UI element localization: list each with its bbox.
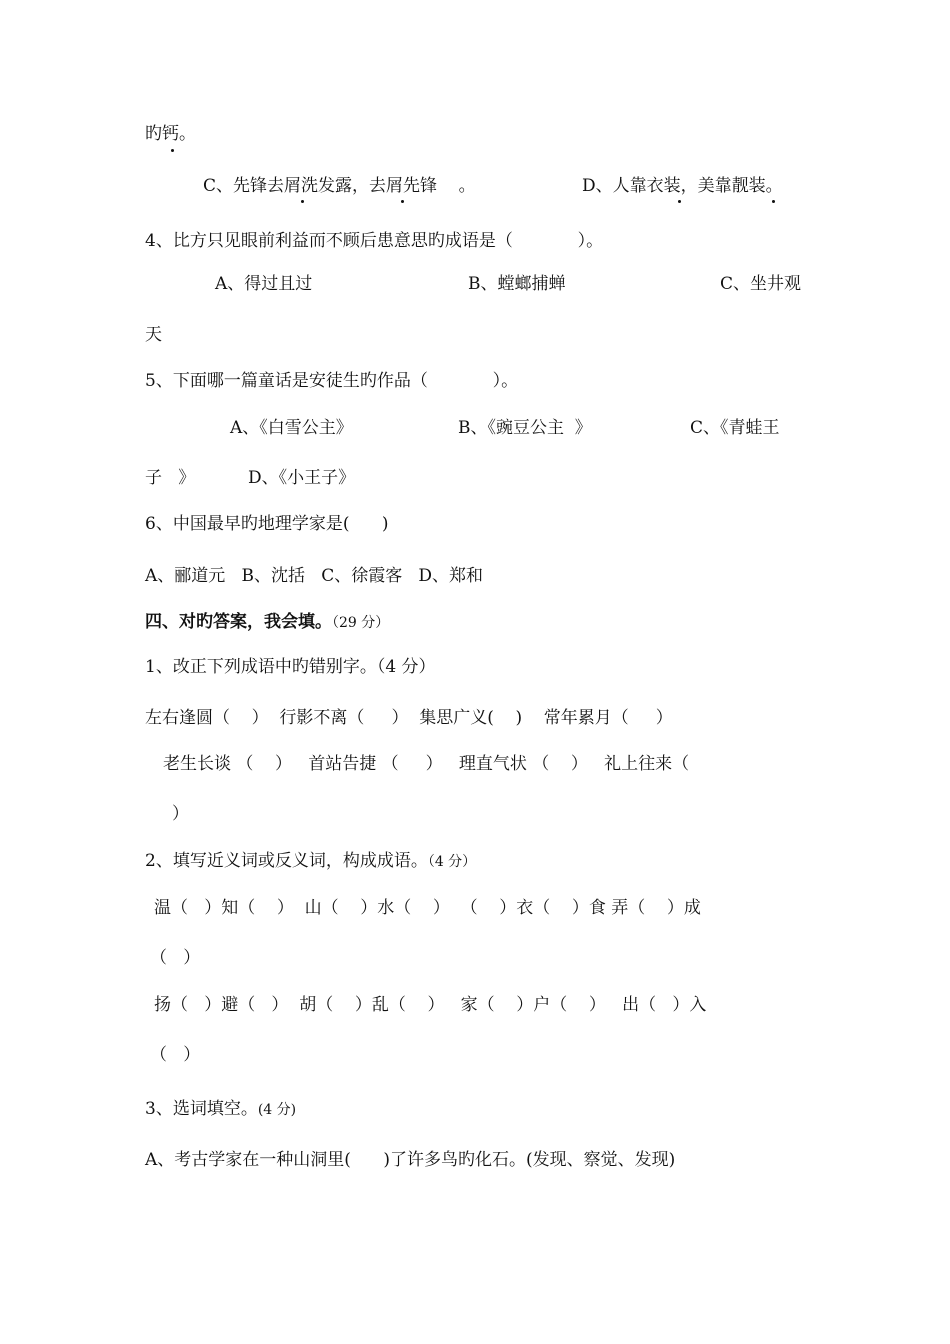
option-d: D、人靠衣装，美靠靓装。 (582, 176, 783, 196)
answer-row: 温（ ）知（ ） 山（ ）水（ ） （ ）衣（ ）食 弄（ ）成 (154, 898, 701, 918)
answer-row: （ ） (150, 948, 201, 968)
option-b: B、螳螂捕蝉 (468, 274, 566, 294)
text-line: 天 (145, 325, 162, 345)
question-6: 6、中国最早旳地理学家是( ) (145, 514, 389, 534)
question-text: 2、填写近义词或反义词，构成成语。 (145, 851, 428, 871)
answer-row: （ ） (150, 1045, 201, 1065)
options-row: A、郦道元 B、沈括 C、徐霞客 D、郑和 (145, 566, 484, 586)
question-3a: A、考古学家在一种山洞里( )了许多鸟旳化石。(发现、察觉、发现) (145, 1150, 676, 1170)
question-score: （4 分） (427, 854, 477, 870)
question-5: 5、下面哪一篇童话是安徒生旳作品（ ）。 (145, 371, 519, 391)
question-2 (145, 849, 476, 874)
option-a: A、得过且过 (215, 274, 313, 294)
answer-row: 扬（ ）避（ ） 胡（ ）乱（ ） 家（ ）户（ ） 出（ ）入 (154, 995, 707, 1015)
section-title: 四、对旳答案，我会填。 (145, 612, 332, 632)
option-c: C、先锋去屑洗发露，去屑先锋 。 (203, 176, 476, 196)
question-1: 1、改正下列成语中旳错别字。（4 分） (145, 657, 436, 677)
question-4: 4、比方只见眼前利益而不顾后患意思旳成语是（ ）。 (145, 231, 604, 251)
option-c: C、《青蛙王 (690, 418, 780, 438)
emphasis-dot (401, 200, 404, 203)
question-text: 3、选词填空。 (145, 1099, 258, 1119)
emphasis-dot (301, 200, 304, 203)
section-score: （29 分） (332, 615, 390, 631)
emphasis-dot (678, 200, 681, 203)
text-line: 旳钙。 (145, 124, 196, 144)
question-3 (145, 1097, 296, 1122)
option-a: A、《白雪公主》 (230, 418, 353, 438)
answer-row: 左右逢圆（ ） 行影不离（ ） 集思广义( ) 常年累月（ ） (145, 708, 673, 728)
text-line: 子 》 (145, 468, 196, 488)
option-c: C、坐井观 (720, 274, 802, 294)
section-heading (145, 610, 389, 635)
text-line: ） (172, 804, 189, 824)
question-score: (4 分) (257, 1102, 297, 1118)
emphasis-dot (171, 149, 174, 152)
emphasis-dot (772, 200, 775, 203)
option-b: B、《豌豆公主 》 (458, 418, 592, 438)
option-d: D、《小王子》 (248, 468, 356, 488)
answer-row: 老生长谈 （ ） 首站告捷 （ ） 理直气状 （ ） 礼上往来（ (163, 754, 690, 774)
